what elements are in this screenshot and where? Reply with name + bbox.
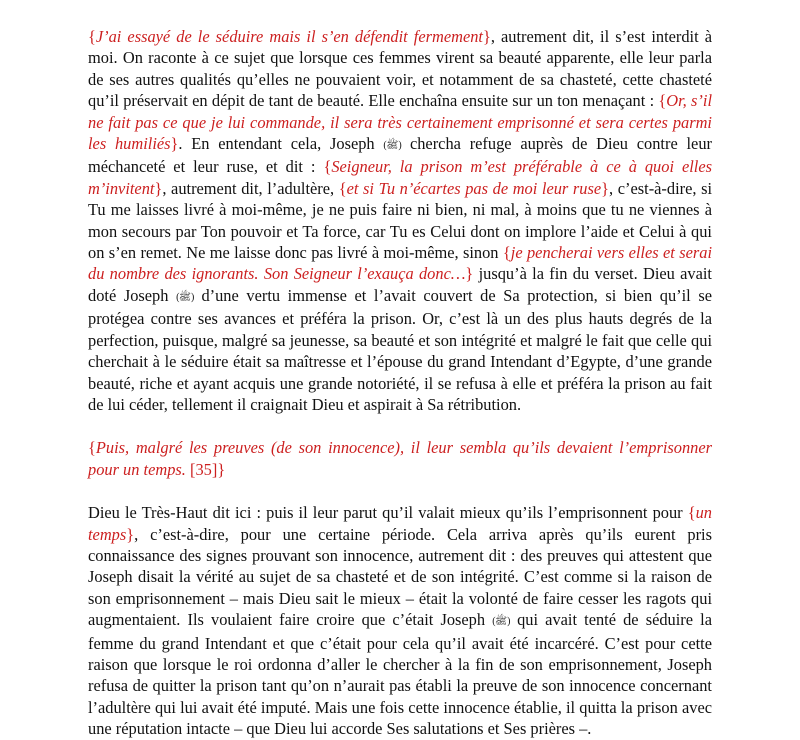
quran-quote: Or, s’il ne fait pas ce que je lui commande, il sera très certainement emprisonné et sera certes parmi les humiliés <box>88 91 712 154</box>
body-text: , c’est-à-dire, si Tu me laisses livré à moi-même, je ne puis faire ni bien, ni mal, à moins que tu ne viennes à mon secours par Ton pouvoir et Ta force, car Tu es Celui dont on implore l’aide et Celui à qui on s’en remet. Ne me laisse donc pas livré à moi-même, sinon <box>88 178 713 263</box>
body-text: jusqu’à la fin du verset. Dieu avait doté Joseph <box>88 264 712 305</box>
brace-open: { <box>502 243 511 263</box>
honorific-glyph: (ﷺ) <box>176 291 194 303</box>
brace-open: { <box>323 157 332 177</box>
verse-heading <box>88 437 712 480</box>
brace-close: } <box>154 178 163 198</box>
body-text: , c’est-à-dire, pour une certaine période. Cela arriva après qu’ils eurent pris connaissance des signes prouvant son innocence, autrement dit : des preuves qui attestent que Joseph disait la vérité au sujet de sa chasteté et de son intégrité. C’est comme si la raison de son emprisonnement – mais Dieu sait le mieux – était la volonté de faire cesser les ragots qui augmentaient. Ils voulaient faire croire que c’était Joseph <box>88 524 712 630</box>
quran-quote: et si Tu n’écartes pas de moi leur ruse <box>346 178 602 198</box>
brace-open: { <box>88 27 96 46</box>
body-text: Dieu le Très-Haut dit ici : puis il leur parut qu’il valait mieux qu’ils l’emprisonnent pour <box>88 503 688 523</box>
body-text: , autrement dit, il s’est interdit à moi. On raconte à ce sujet que lorsque ces femmes virent sa beauté apparente, elle leur parla de ses autres qualités qu’elles ne pouvaient voir, et notamment de sa chasteté, cette chasteté qu’il préservait en dépit de tant de beauté. Elle enchaîna ensuite sur un ton menaçant : <box>88 27 712 111</box>
brace-close: } <box>217 459 226 479</box>
quran-quote: Seigneur, la prison m’est préférable à ce à quoi elles m’invitent <box>88 157 712 198</box>
brace-close: } <box>465 264 474 284</box>
brace-open: { <box>658 91 667 111</box>
body-text: chercha refuge auprès de Dieu contre leur méchanceté et leur ruse, et dit : <box>88 134 712 177</box>
quran-quote: J’ai essayé de le séduire mais il s’en défendit fermement <box>95 27 483 46</box>
body-text: , autrement dit, l’adultère, <box>162 178 339 198</box>
brace-close: } <box>601 178 610 198</box>
paragraph-1 <box>88 26 712 415</box>
brace-open: { <box>338 178 347 198</box>
honorific-glyph: (ﷺ) <box>492 616 510 628</box>
quran-quote: Puis, malgré les preuves (de son innocence), il leur sembla qu’ils devaient l’emprisonner pour un temps. <box>88 438 712 479</box>
brace-open: { <box>88 438 96 458</box>
brace-close: } <box>170 134 179 154</box>
quran-quote: un temps <box>88 503 712 544</box>
paragraph-2 <box>88 502 712 739</box>
brace-close: } <box>126 524 135 544</box>
brace-open: { <box>687 503 696 523</box>
quran-quote: je pencherai vers elles et serai du nombre des ignorants. Son Seigneur l’exauça donc… <box>88 243 712 284</box>
body-text: qui avait tenté de séduire la femme du grand Intendant et que c’était pour cela qu’il avait été incarcéré. C’est pour cette raison que lorsque le roi ordonna d’aller le chercher à la fin de son emprisonnement, Joseph refusa de quitter la prison tant qu’on n’aurait pas établi la preuve de son innocence concernant l’adultère qui lui avait été imputé. Mais une fois cette innocence établie, il quitta la prison avec une réputation intacte – que Dieu lui accorde Ses salutations et Ses prières –. <box>88 610 712 739</box>
honorific-glyph: (ﷺ) <box>383 140 402 152</box>
verse-reference: [35] <box>190 459 218 479</box>
document-page <box>88 26 712 740</box>
body-text: . En entendant cela, Joseph <box>178 134 384 154</box>
body-text: d’une vertu immense et l’avait couvert de Sa protection, si bien qu’il se protégea contre ses avances et préféra la prison. Or, c’est là un des plus hauts degrés de la perfection, puisque, malgré sa jeunesse, sa beauté et son intégrité et malgré le fait que celle qui cherchait à le séduire était sa maîtresse et l’épouse du grand Intendant d’Egypte, d’une grande beauté, riche et ayant acquis une grande notoriété, il se refusa à elle et préféra la prison au fait de lui céder, tellement il craignait Dieu et aspirait à Sa rétribution. <box>88 285 712 414</box>
brace-close: } <box>482 27 491 46</box>
